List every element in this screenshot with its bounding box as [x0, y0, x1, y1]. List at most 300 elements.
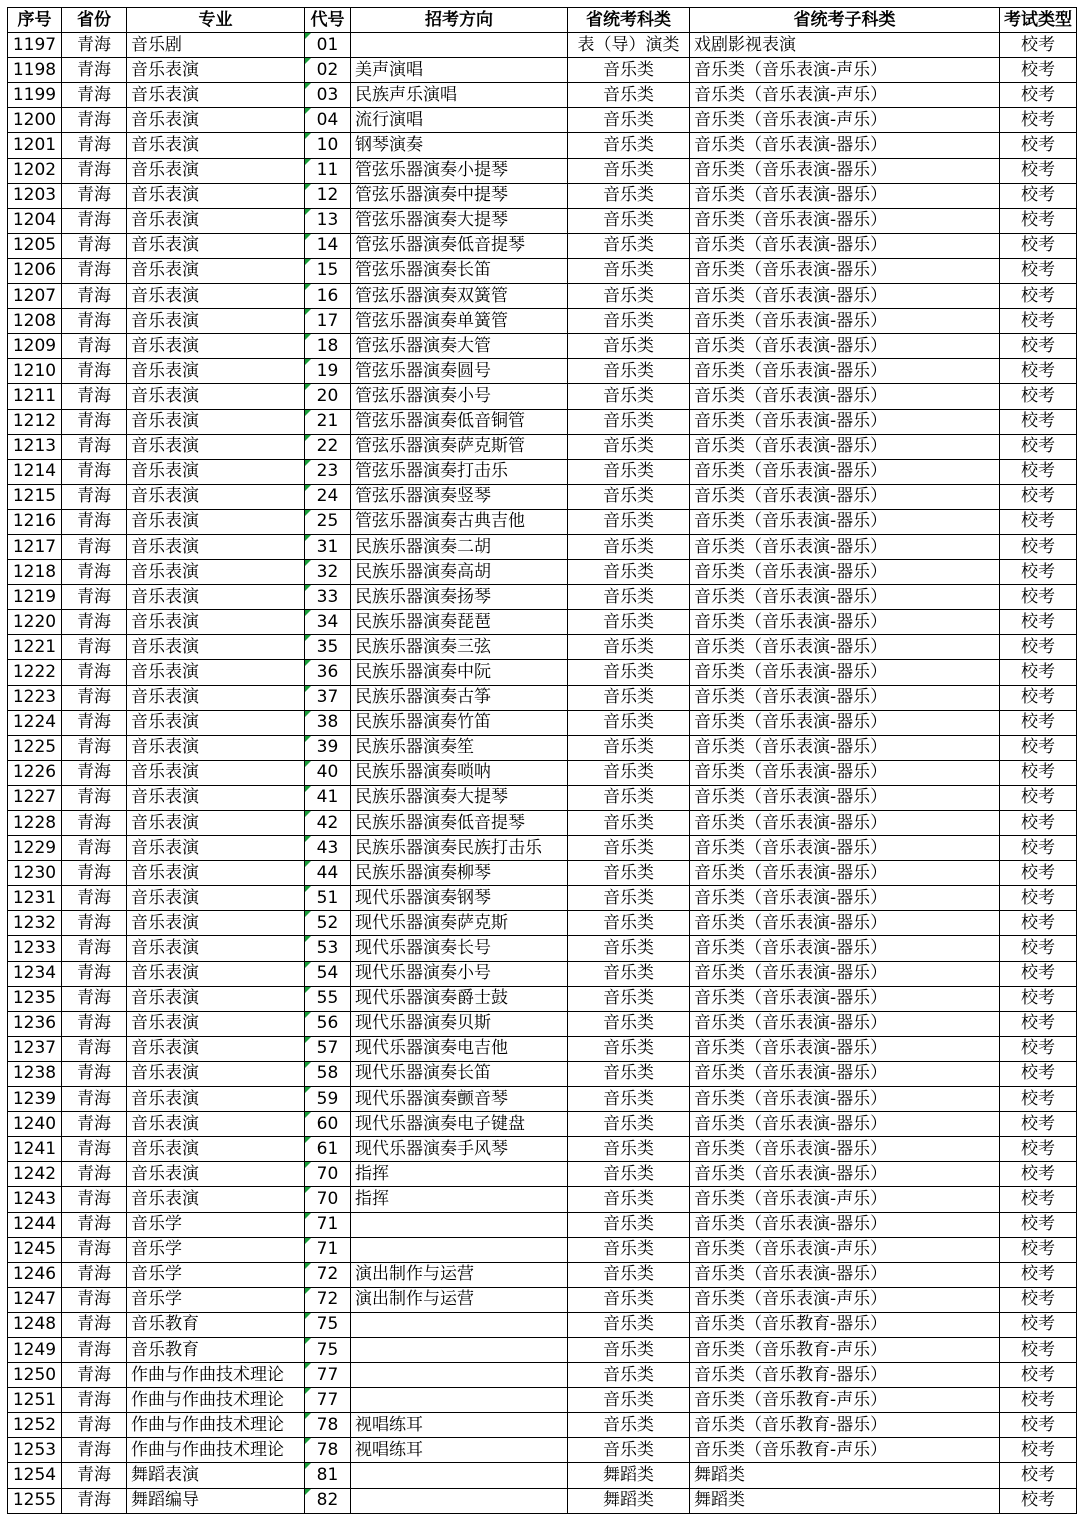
- cell-province: 青海: [62, 585, 127, 610]
- cell-province: 青海: [62, 1087, 127, 1112]
- table-row: [8, 961, 1077, 986]
- table-row: [8, 785, 1077, 810]
- cell-exam-subcategory: 音乐类（音乐教育-声乐）: [690, 1438, 1000, 1463]
- cell-major: 音乐表演: [127, 58, 305, 83]
- cell-code: 53: [305, 936, 351, 961]
- cell-direction: 民族乐器演奏二胡: [351, 534, 568, 559]
- cell-exam-subcategory: 音乐类（音乐表演-声乐）: [690, 58, 1000, 83]
- cell-major: 音乐表演: [127, 534, 305, 559]
- cell-exam-type: 校考: [1000, 309, 1077, 334]
- cell-major: 音乐学: [127, 1287, 305, 1312]
- cell-exam-type: 校考: [1000, 1262, 1077, 1287]
- table-row: [8, 1061, 1077, 1086]
- cell-seq: 1226: [8, 760, 62, 785]
- cell-province: 青海: [62, 208, 127, 233]
- cell-province: 青海: [62, 83, 127, 108]
- cell-major: 音乐表演: [127, 911, 305, 936]
- cell-exam-category: 音乐类: [568, 1287, 690, 1312]
- table-row: [8, 936, 1077, 961]
- cell-exam-category: 音乐类: [568, 58, 690, 83]
- table-row: [8, 33, 1077, 58]
- cell-seq: 1228: [8, 811, 62, 836]
- cell-seq: 1251: [8, 1388, 62, 1413]
- cell-exam-subcategory: 音乐类（音乐表演-器乐）: [690, 208, 1000, 233]
- cell-exam-type: 校考: [1000, 1287, 1077, 1312]
- cell-direction: 民族乐器演奏琵琶: [351, 610, 568, 635]
- cell-direction: 管弦乐器演奏古典吉他: [351, 509, 568, 534]
- cell-exam-category: 音乐类: [568, 911, 690, 936]
- cell-seq: 1213: [8, 434, 62, 459]
- cell-exam-subcategory: 音乐类（音乐教育-器乐）: [690, 1413, 1000, 1438]
- cell-exam-type: 校考: [1000, 861, 1077, 886]
- cell-major: 音乐表演: [127, 986, 305, 1011]
- cell-province: 青海: [62, 484, 127, 509]
- cell-major: 音乐表演: [127, 233, 305, 258]
- cell-code: 77: [305, 1363, 351, 1388]
- cell-code: 31: [305, 534, 351, 559]
- table-row: [8, 158, 1077, 183]
- cell-exam-subcategory: 音乐类（音乐表演-器乐）: [690, 911, 1000, 936]
- cell-exam-category: 音乐类: [568, 183, 690, 208]
- cell-exam-subcategory: 音乐类（音乐表演-器乐）: [690, 560, 1000, 585]
- table-row: [8, 83, 1077, 108]
- cell-code: 37: [305, 685, 351, 710]
- cell-province: 青海: [62, 685, 127, 710]
- cell-direction: 管弦乐器演奏双簧管: [351, 284, 568, 309]
- cell-direction: 民族声乐演唱: [351, 83, 568, 108]
- cell-seq: 1214: [8, 459, 62, 484]
- cell-province: 青海: [62, 660, 127, 685]
- cell-exam-subcategory: 音乐类（音乐表演-器乐）: [690, 459, 1000, 484]
- header-cell-code: 代号: [305, 8, 351, 33]
- cell-seq: 1249: [8, 1337, 62, 1362]
- table-row: [8, 1337, 1077, 1362]
- header-cell-province: 省份: [62, 8, 127, 33]
- cell-province: 青海: [62, 434, 127, 459]
- cell-exam-type: 校考: [1000, 1137, 1077, 1162]
- cell-province: 青海: [62, 610, 127, 635]
- cell-direction: 流行演唱: [351, 108, 568, 133]
- cell-seq: 1204: [8, 208, 62, 233]
- cell-seq: 1243: [8, 1187, 62, 1212]
- cell-exam-type: 校考: [1000, 1237, 1077, 1262]
- cell-major: 音乐表演: [127, 1187, 305, 1212]
- cell-direction: 管弦乐器演奏低音铜管: [351, 409, 568, 434]
- cell-seq: 1203: [8, 183, 62, 208]
- cell-exam-type: 校考: [1000, 1087, 1077, 1112]
- cell-code: 78: [305, 1413, 351, 1438]
- cell-exam-type: 校考: [1000, 359, 1077, 384]
- cell-province: 青海: [62, 309, 127, 334]
- table-row: [8, 334, 1077, 359]
- cell-exam-category: 音乐类: [568, 1036, 690, 1061]
- cell-seq: 1216: [8, 509, 62, 534]
- cell-exam-subcategory: 音乐类（音乐教育-器乐）: [690, 1312, 1000, 1337]
- cell-major: 作曲与作曲技术理论: [127, 1438, 305, 1463]
- cell-direction: 现代乐器演奏钢琴: [351, 886, 568, 911]
- cell-major: 音乐表演: [127, 359, 305, 384]
- cell-exam-subcategory: 音乐类（音乐表演-声乐）: [690, 108, 1000, 133]
- cell-province: 青海: [62, 1463, 127, 1488]
- cell-exam-category: 音乐类: [568, 1187, 690, 1212]
- cell-code: 36: [305, 660, 351, 685]
- cell-code: 35: [305, 635, 351, 660]
- cell-exam-subcategory: 音乐类（音乐表演-声乐）: [690, 83, 1000, 108]
- table-row: [8, 108, 1077, 133]
- table-row: [8, 861, 1077, 886]
- cell-direction: 管弦乐器演奏竖琴: [351, 484, 568, 509]
- cell-exam-subcategory: 音乐类（音乐表演-器乐）: [690, 861, 1000, 886]
- cell-exam-subcategory: 音乐类（音乐表演-器乐）: [690, 936, 1000, 961]
- cell-province: 青海: [62, 1262, 127, 1287]
- cell-exam-category: 音乐类: [568, 986, 690, 1011]
- cell-seq: 1218: [8, 560, 62, 585]
- cell-exam-category: 音乐类: [568, 484, 690, 509]
- cell-exam-category: 音乐类: [568, 1112, 690, 1137]
- cell-code: 72: [305, 1262, 351, 1287]
- table-row: [8, 434, 1077, 459]
- cell-major: 音乐表演: [127, 836, 305, 861]
- cell-code: 20: [305, 384, 351, 409]
- table-row: [8, 258, 1077, 283]
- cell-exam-type: 校考: [1000, 1187, 1077, 1212]
- table-row: [8, 208, 1077, 233]
- cell-exam-category: 音乐类: [568, 1087, 690, 1112]
- cell-seq: 1198: [8, 58, 62, 83]
- cell-exam-subcategory: 音乐类（音乐表演-器乐）: [690, 284, 1000, 309]
- cell-exam-subcategory: 音乐类（音乐表演-器乐）: [690, 484, 1000, 509]
- cell-province: 青海: [62, 861, 127, 886]
- cell-province: 青海: [62, 509, 127, 534]
- cell-exam-subcategory: 音乐类（音乐表演-器乐）: [690, 735, 1000, 760]
- cell-exam-type: 校考: [1000, 1011, 1077, 1036]
- cell-exam-category: 音乐类: [568, 760, 690, 785]
- cell-province: 青海: [62, 1237, 127, 1262]
- cell-exam-subcategory: 音乐类（音乐表演-器乐）: [690, 233, 1000, 258]
- data-table: [7, 7, 1077, 1514]
- cell-exam-category: 音乐类: [568, 158, 690, 183]
- cell-exam-type: 校考: [1000, 108, 1077, 133]
- cell-province: 青海: [62, 33, 127, 58]
- cell-exam-category: 音乐类: [568, 735, 690, 760]
- cell-exam-type: 校考: [1000, 560, 1077, 585]
- table-row: [8, 1463, 1077, 1488]
- cell-major: 音乐表演: [127, 861, 305, 886]
- cell-code: 52: [305, 911, 351, 936]
- cell-exam-category: 音乐类: [568, 936, 690, 961]
- cell-code: 33: [305, 585, 351, 610]
- cell-province: 青海: [62, 384, 127, 409]
- cell-exam-subcategory: 音乐类（音乐表演-器乐）: [690, 986, 1000, 1011]
- cell-exam-type: 校考: [1000, 133, 1077, 158]
- cell-province: 青海: [62, 1162, 127, 1187]
- cell-seq: 1224: [8, 710, 62, 735]
- cell-exam-type: 校考: [1000, 1413, 1077, 1438]
- table-row: [8, 1137, 1077, 1162]
- cell-code: 02: [305, 58, 351, 83]
- cell-code: 42: [305, 811, 351, 836]
- cell-code: 04: [305, 108, 351, 133]
- cell-code: 15: [305, 258, 351, 283]
- cell-exam-type: 校考: [1000, 1036, 1077, 1061]
- cell-code: 40: [305, 760, 351, 785]
- cell-exam-subcategory: 音乐类（音乐表演-器乐）: [690, 685, 1000, 710]
- cell-major: 音乐表演: [127, 1137, 305, 1162]
- cell-province: 青海: [62, 258, 127, 283]
- cell-exam-type: 校考: [1000, 384, 1077, 409]
- cell-province: 青海: [62, 1137, 127, 1162]
- cell-exam-type: 校考: [1000, 1438, 1077, 1463]
- cell-major: 音乐表演: [127, 585, 305, 610]
- cell-exam-category: 音乐类: [568, 710, 690, 735]
- cell-exam-subcategory: 音乐类（音乐表演-器乐）: [690, 258, 1000, 283]
- cell-exam-category: 音乐类: [568, 1438, 690, 1463]
- table-row: [8, 133, 1077, 158]
- cell-major: 音乐表演: [127, 434, 305, 459]
- cell-province: 青海: [62, 836, 127, 861]
- cell-major: 音乐学: [127, 1262, 305, 1287]
- cell-code: 58: [305, 1061, 351, 1086]
- cell-code: 18: [305, 334, 351, 359]
- cell-code: 61: [305, 1137, 351, 1162]
- cell-province: 青海: [62, 1312, 127, 1337]
- cell-seq: 1197: [8, 33, 62, 58]
- cell-seq: 1225: [8, 735, 62, 760]
- table-row: [8, 735, 1077, 760]
- table-row: [8, 1312, 1077, 1337]
- cell-exam-subcategory: 音乐类（音乐表演-器乐）: [690, 1011, 1000, 1036]
- table-row: [8, 560, 1077, 585]
- cell-code: 81: [305, 1463, 351, 1488]
- cell-direction: 管弦乐器演奏小提琴: [351, 158, 568, 183]
- cell-seq: 1231: [8, 886, 62, 911]
- cell-code: 32: [305, 560, 351, 585]
- header-cell-exam-subcategory: 省统考子科类: [690, 8, 1000, 33]
- table-row: [8, 760, 1077, 785]
- cell-exam-type: 校考: [1000, 836, 1077, 861]
- cell-seq: 1245: [8, 1237, 62, 1262]
- cell-code: 21: [305, 409, 351, 434]
- cell-exam-subcategory: 音乐类（音乐表演-器乐）: [690, 509, 1000, 534]
- cell-province: 青海: [62, 183, 127, 208]
- cell-direction: 现代乐器演奏萨克斯: [351, 911, 568, 936]
- cell-exam-type: 校考: [1000, 1112, 1077, 1137]
- cell-code: 77: [305, 1388, 351, 1413]
- cell-direction: 管弦乐器演奏小号: [351, 384, 568, 409]
- cell-code: 38: [305, 710, 351, 735]
- cell-exam-subcategory: 音乐类（音乐表演-器乐）: [690, 1212, 1000, 1237]
- cell-exam-category: 音乐类: [568, 359, 690, 384]
- cell-code: 70: [305, 1187, 351, 1212]
- cell-exam-subcategory: 音乐类（音乐表演-器乐）: [690, 334, 1000, 359]
- table-row: [8, 986, 1077, 1011]
- table-row: [8, 409, 1077, 434]
- cell-province: 青海: [62, 409, 127, 434]
- table-row: [8, 233, 1077, 258]
- cell-direction: 美声演唱: [351, 58, 568, 83]
- cell-exam-subcategory: 音乐类（音乐表演-声乐）: [690, 1187, 1000, 1212]
- cell-code: 56: [305, 1011, 351, 1036]
- cell-province: 青海: [62, 284, 127, 309]
- cell-code: 14: [305, 233, 351, 258]
- table-row: [8, 1438, 1077, 1463]
- cell-seq: 1223: [8, 685, 62, 710]
- cell-direction: 现代乐器演奏长笛: [351, 1061, 568, 1086]
- cell-direction: 管弦乐器演奏中提琴: [351, 183, 568, 208]
- cell-direction: 管弦乐器演奏长笛: [351, 258, 568, 283]
- cell-exam-type: 校考: [1000, 1388, 1077, 1413]
- table-row: [8, 1488, 1077, 1513]
- cell-exam-type: 校考: [1000, 208, 1077, 233]
- cell-exam-subcategory: 音乐类（音乐表演-器乐）: [690, 760, 1000, 785]
- table-row: [8, 811, 1077, 836]
- cell-seq: 1244: [8, 1212, 62, 1237]
- cell-exam-subcategory: 音乐类（音乐表演-器乐）: [690, 1061, 1000, 1086]
- cell-major: 音乐表演: [127, 1061, 305, 1086]
- cell-major: 音乐表演: [127, 936, 305, 961]
- cell-direction: [351, 1212, 568, 1237]
- cell-direction: 民族乐器演奏扬琴: [351, 585, 568, 610]
- cell-code: 75: [305, 1337, 351, 1362]
- cell-direction: 民族乐器演奏中阮: [351, 660, 568, 685]
- cell-province: 青海: [62, 936, 127, 961]
- cell-province: 青海: [62, 1337, 127, 1362]
- cell-code: 41: [305, 785, 351, 810]
- cell-seq: 1220: [8, 610, 62, 635]
- cell-exam-category: 音乐类: [568, 660, 690, 685]
- cell-seq: 1227: [8, 785, 62, 810]
- cell-direction: [351, 1312, 568, 1337]
- cell-exam-subcategory: 音乐类（音乐表演-器乐）: [690, 961, 1000, 986]
- cell-major: 音乐表演: [127, 1112, 305, 1137]
- cell-direction: 民族乐器演奏低音提琴: [351, 811, 568, 836]
- cell-exam-type: 校考: [1000, 811, 1077, 836]
- cell-direction: 钢琴演奏: [351, 133, 568, 158]
- cell-exam-subcategory: 音乐类（音乐表演-器乐）: [690, 635, 1000, 660]
- cell-province: 青海: [62, 710, 127, 735]
- table-row: [8, 58, 1077, 83]
- table-row: [8, 1187, 1077, 1212]
- cell-code: 17: [305, 309, 351, 334]
- cell-code: 75: [305, 1312, 351, 1337]
- cell-exam-type: 校考: [1000, 83, 1077, 108]
- cell-code: 71: [305, 1237, 351, 1262]
- cell-exam-subcategory: 音乐类（音乐表演-器乐）: [690, 409, 1000, 434]
- cell-seq: 1236: [8, 1011, 62, 1036]
- cell-exam-subcategory: 音乐类（音乐表演-器乐）: [690, 309, 1000, 334]
- cell-exam-category: 音乐类: [568, 409, 690, 434]
- cell-seq: 1207: [8, 284, 62, 309]
- cell-exam-type: 校考: [1000, 33, 1077, 58]
- cell-exam-category: 音乐类: [568, 961, 690, 986]
- cell-exam-type: 校考: [1000, 1212, 1077, 1237]
- cell-direction: [351, 1488, 568, 1513]
- cell-exam-subcategory: 音乐类（音乐教育-器乐）: [690, 1363, 1000, 1388]
- cell-province: 青海: [62, 785, 127, 810]
- cell-code: 11: [305, 158, 351, 183]
- cell-province: 青海: [62, 1438, 127, 1463]
- cell-major: 音乐表演: [127, 1162, 305, 1187]
- cell-province: 青海: [62, 158, 127, 183]
- cell-exam-category: 音乐类: [568, 836, 690, 861]
- cell-exam-category: 音乐类: [568, 1237, 690, 1262]
- cell-exam-type: 校考: [1000, 58, 1077, 83]
- cell-exam-category: 音乐类: [568, 284, 690, 309]
- cell-exam-subcategory: 音乐类（音乐表演-器乐）: [690, 1112, 1000, 1137]
- cell-direction: 演出制作与运营: [351, 1287, 568, 1312]
- cell-exam-type: 校考: [1000, 1162, 1077, 1187]
- cell-major: 音乐表演: [127, 258, 305, 283]
- cell-seq: 1205: [8, 233, 62, 258]
- header-cell-major: 专业: [127, 8, 305, 33]
- cell-exam-category: 音乐类: [568, 434, 690, 459]
- cell-exam-subcategory: 音乐类（音乐表演-声乐）: [690, 1237, 1000, 1262]
- cell-seq: 1232: [8, 911, 62, 936]
- cell-exam-category: 音乐类: [568, 785, 690, 810]
- cell-seq: 1238: [8, 1061, 62, 1086]
- cell-exam-category: 音乐类: [568, 610, 690, 635]
- cell-province: 青海: [62, 911, 127, 936]
- cell-seq: 1250: [8, 1363, 62, 1388]
- cell-seq: 1202: [8, 158, 62, 183]
- table-row: [8, 585, 1077, 610]
- cell-seq: 1212: [8, 409, 62, 434]
- cell-exam-subcategory: 音乐类（音乐表演-器乐）: [690, 434, 1000, 459]
- cell-code: 51: [305, 886, 351, 911]
- cell-seq: 1248: [8, 1312, 62, 1337]
- cell-exam-category: 音乐类: [568, 1212, 690, 1237]
- table-row: [8, 1162, 1077, 1187]
- cell-major: 音乐表演: [127, 961, 305, 986]
- cell-exam-type: 校考: [1000, 585, 1077, 610]
- cell-exam-subcategory: 音乐类（音乐表演-器乐）: [690, 610, 1000, 635]
- cell-major: 音乐表演: [127, 660, 305, 685]
- cell-seq: 1217: [8, 534, 62, 559]
- cell-direction: 现代乐器演奏电吉他: [351, 1036, 568, 1061]
- cell-exam-subcategory: 音乐类（音乐表演-器乐）: [690, 585, 1000, 610]
- cell-code: 72: [305, 1287, 351, 1312]
- cell-code: 25: [305, 509, 351, 534]
- cell-exam-type: 校考: [1000, 258, 1077, 283]
- cell-province: 青海: [62, 1388, 127, 1413]
- table-row: [8, 911, 1077, 936]
- header-cell-direction: 招考方向: [351, 8, 568, 33]
- cell-major: 音乐表演: [127, 735, 305, 760]
- cell-exam-type: 校考: [1000, 484, 1077, 509]
- cell-major: 音乐学: [127, 1212, 305, 1237]
- table-row: [8, 509, 1077, 534]
- cell-seq: 1229: [8, 836, 62, 861]
- cell-code: 71: [305, 1212, 351, 1237]
- cell-province: 青海: [62, 1287, 127, 1312]
- table-row: [8, 359, 1077, 384]
- cell-seq: 1247: [8, 1287, 62, 1312]
- cell-exam-type: 校考: [1000, 183, 1077, 208]
- header-cell-exam-category: 省统考科类: [568, 8, 690, 33]
- cell-exam-type: 校考: [1000, 1312, 1077, 1337]
- cell-exam-type: 校考: [1000, 334, 1077, 359]
- cell-code: 55: [305, 986, 351, 1011]
- cell-exam-subcategory: 音乐类（音乐教育-声乐）: [690, 1388, 1000, 1413]
- cell-province: 青海: [62, 1011, 127, 1036]
- cell-code: 01: [305, 33, 351, 58]
- table-row: [8, 1036, 1077, 1061]
- cell-code: 59: [305, 1087, 351, 1112]
- cell-seq: 1208: [8, 309, 62, 334]
- table-row: [8, 610, 1077, 635]
- cell-exam-category: 音乐类: [568, 384, 690, 409]
- table-row: [8, 1287, 1077, 1312]
